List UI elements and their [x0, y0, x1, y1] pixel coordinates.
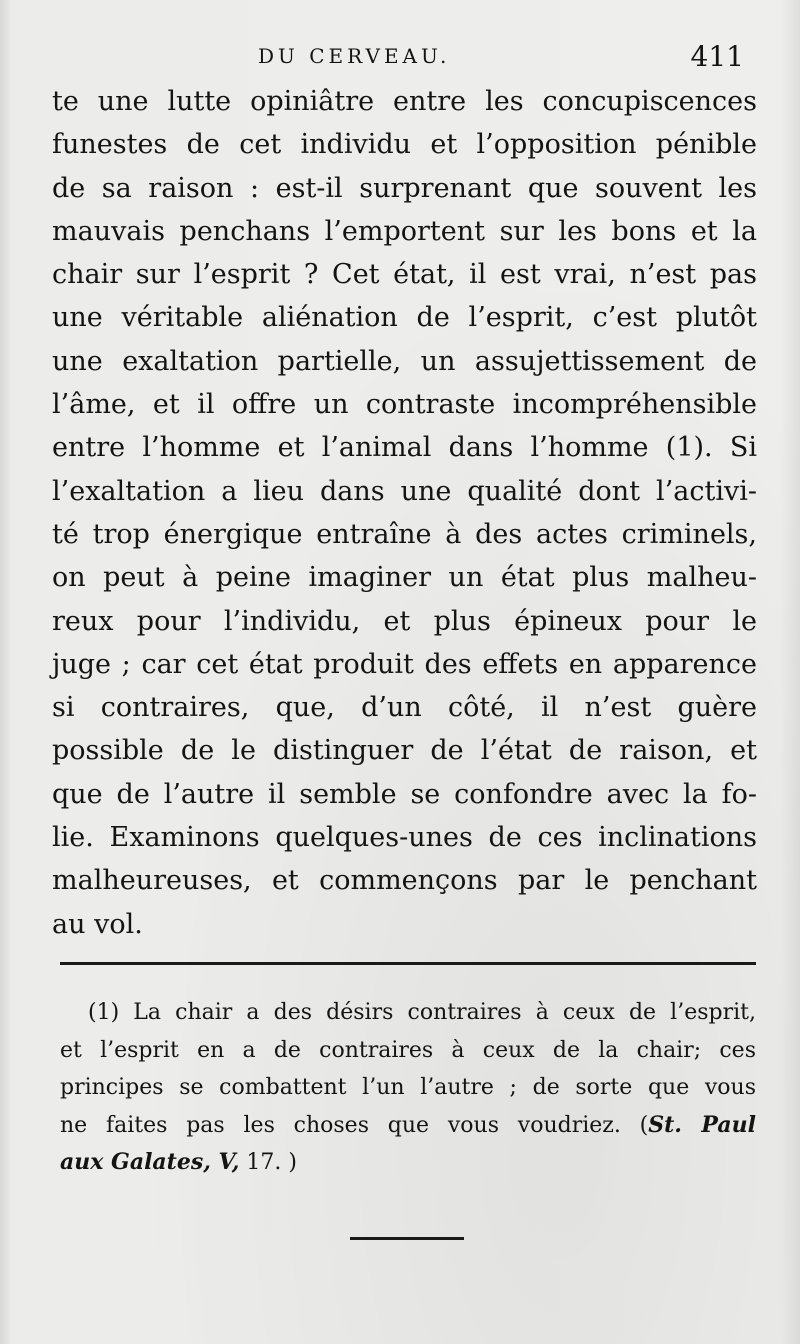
text-line: de sa raison : est-il surprenant que souvent les	[52, 172, 757, 204]
text-line: possible de le distinguer de l’état de raison, et	[52, 735, 757, 767]
text-line: chair sur l’esprit ? Cet état, il est vrai, n’est pas	[52, 259, 757, 291]
footnote	[60, 994, 756, 1182]
text-line: malheureuses, et commençons par le penchant	[52, 865, 757, 897]
end-ornament-rule	[350, 1237, 464, 1240]
text-line: juge ; car cet état produit des effets en apparence	[52, 648, 757, 680]
footnote-line-last	[60, 1144, 756, 1182]
text-line: une exaltation partielle, un assujettissement de	[52, 345, 757, 377]
footnote-line: (1) La chair a des désirs contraires à ceux de l’esprit,	[88, 1000, 756, 1025]
footnote-line-with-reference	[60, 1107, 756, 1145]
text-line: entre l’homme et l’animal dans l’homme (1). Si	[52, 432, 757, 464]
text-line: reux pour l’individu, et plus épineux pour le	[52, 605, 757, 637]
text-line: té trop énergique entraîne à des actes criminels,	[52, 518, 757, 550]
footnote-line: principes se combattent l’un l’autre ; de sorte que vous	[60, 1075, 756, 1100]
footnote-line: et l’esprit en a de contraires à ceux de la chair; ces	[60, 1037, 756, 1063]
text-line: lie. Examinons quelques-unes de ces inclinations	[52, 822, 757, 854]
scripture-reference-cont: aux Galates, V,	[60, 1149, 240, 1175]
running-head: DU CERVEAU.	[258, 44, 451, 68]
footnote-verse: 17. )	[239, 1150, 297, 1175]
main-text	[52, 80, 757, 946]
scripture-reference: St. Paul	[648, 1111, 756, 1138]
text-line: une véritable aliénation de l’esprit, c’est plutôt	[52, 302, 757, 334]
page-header	[60, 40, 750, 80]
text-line: funestes de cet individu et l’opposition pénible	[52, 129, 757, 161]
text-line: mauvais penchans l’emportent sur les bons et la	[52, 215, 757, 247]
footnote-separator	[60, 962, 756, 965]
text-line: l’âme, et il offre un contraste incompréhensible	[52, 389, 757, 421]
text-line-last: au vol.	[52, 908, 143, 940]
text-line: te une lutte opiniâtre entre les concupiscences	[52, 86, 757, 117]
page-number: 411	[690, 40, 744, 73]
text-line: que de l’autre il semble se confondre avec la fo-	[52, 778, 757, 810]
text-line: si contraires, que, d’un côté, il n’est guère	[52, 692, 757, 724]
text-line: on peut à peine imaginer un état plus malheu-	[52, 562, 757, 594]
text-line: l’exaltation a lieu dans une qualité dont l’activi-	[52, 475, 757, 507]
footnote-text: ne faites pas les choses que vous voudriez. (	[60, 1112, 649, 1138]
